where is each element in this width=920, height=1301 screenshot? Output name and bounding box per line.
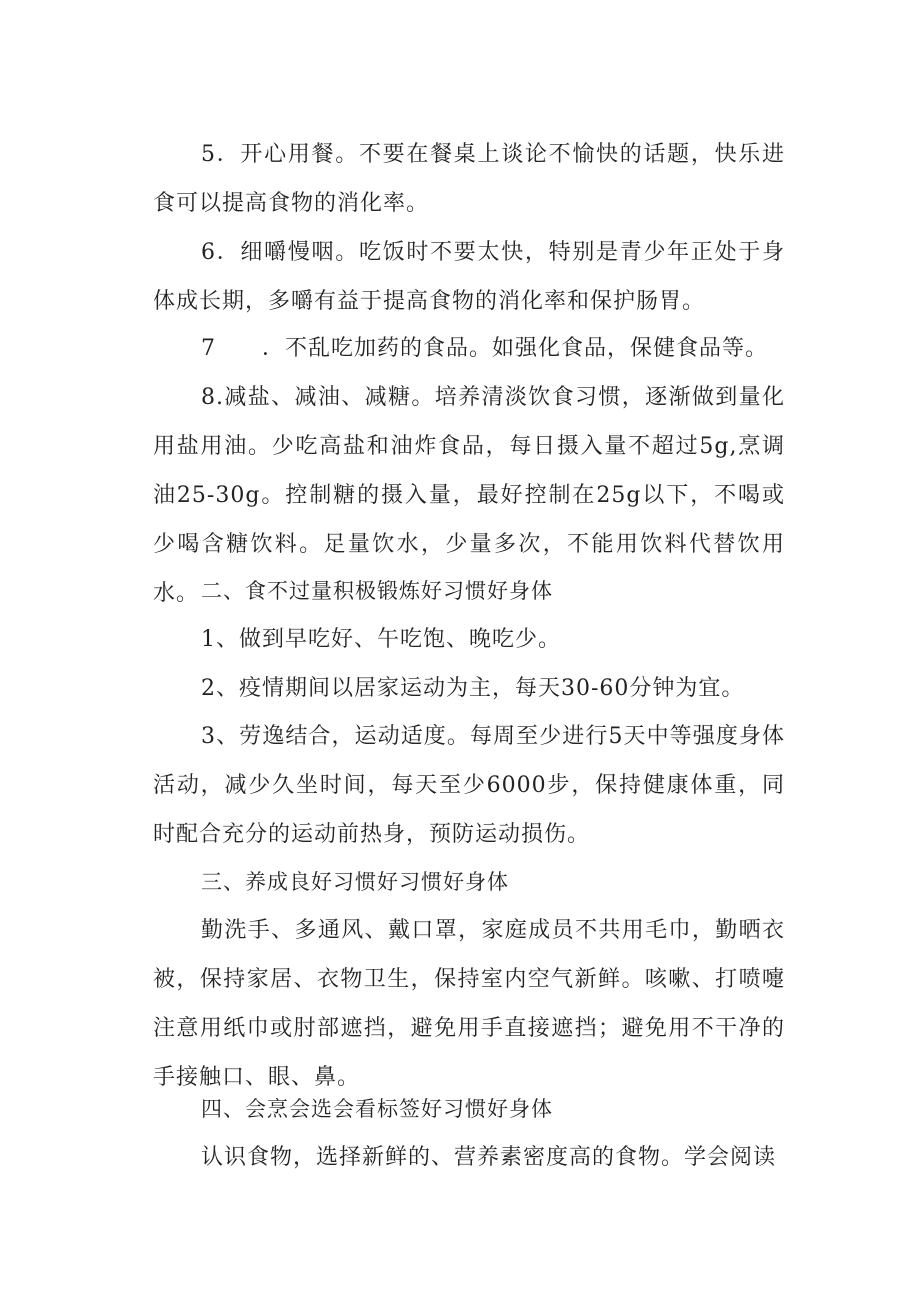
section-heading-4: 四、会烹会选会看标签好习惯好身体 — [201, 1097, 553, 1121]
section-heading-3: 三、养成良好习惯好习惯好身体 — [201, 870, 509, 894]
paragraph-item-7: 7 ．不乱吃加药的食品。如强化食品，保健食品等。 — [201, 336, 768, 361]
list-item-3: 3、劳逸结合，运动适度。每周至少进行5天中等强度身体活动，减少久坐时间，每天至少6000步，保持健康体重，同时配合充分的运动前热身，预防运动损伤。 — [153, 724, 785, 847]
food-knowledge-paragraph: 认识食物，选择新鲜的、营养素密度高的食物。学会阅读 — [201, 1145, 777, 1170]
list-item-1: 1、做到早吃好、午吃饱、晚吃少。 — [201, 627, 561, 652]
hygiene-paragraph: 勤洗手、多通风、戴口罩，家庭成员不共用毛巾，勤晒衣被，保持家居、衣物卫生，保持室内空气新鲜。咳嗽、打喷嚏注意用纸巾或肘部遮挡，避免用手直接遮挡；避免用不干净的手接触口、眼、鼻。 — [153, 918, 785, 1090]
paragraph-item-5: 5．开心用餐。不要在餐桌上谈论不愉快的话题，快乐进食可以提高食物的消化率。 — [153, 142, 785, 216]
paragraph-item-6: 6．细嚼慢咽。吃饭时不要太快，特别是青少年正处于身体成长期，多嚼有益于提高食物的消化率和保护肠胃。 — [153, 240, 785, 314]
section-heading-2: 二、食不过量积极锻炼好习惯好身体 — [201, 579, 553, 603]
list-item-2: 2、疫情期间以居家运动为主，每天30-60分钟为宜。 — [201, 676, 745, 701]
paragraph-item-8: 8.减盐、减油、减糖。培养清淡饮食习惯，逐渐做到量化用盐用油。少吃高盐和油炸食品，每日摄入量不超过5g,烹调油25-30g。控制糖的摄入量，最好控制在25g以下，不喝或少喝含糖饮料。足量饮水，少量多次，不能用饮料代替饮用水。 — [153, 385, 785, 606]
